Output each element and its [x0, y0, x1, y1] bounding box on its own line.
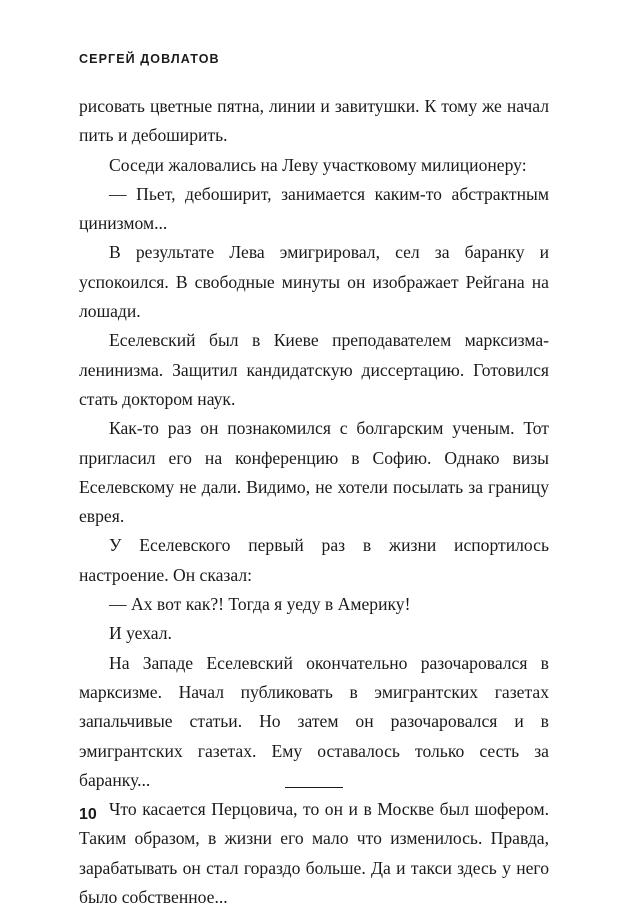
paragraph: Что касается Перцовича, то он и в Москве был шофером. Таким образом, в жизни его мало что изменилось. Правда, зарабатывать он стал гораздо больше. Да и такси здесь у него было собственное... — [79, 799, 549, 908]
paragraph: Еселевский был в Киеве преподавателем марксизма-ленинизма. Защитил кандидатскую диссертацию. Готовился стать доктором наук. — [79, 330, 549, 409]
running-head-author: СЕРГЕЙ ДОВЛАТОВ — [79, 52, 220, 66]
paragraph: В результате Лева эмигрировал, сел за баранку и успокоился. В свободные минуты он изображает Рейгана на лошади. — [79, 242, 549, 322]
paragraph: Как-то раз он познакомился с болгарским ученым. Тот пригласил его на конференцию в Софию. Однако визы Еселевскому не дали. Видимо, не хотели посылать за границу еврея. — [79, 418, 549, 527]
paragraph: Соседи жаловались на Леву участковому милиционеру: — [109, 154, 527, 175]
page-number: 10 — [79, 806, 97, 823]
paragraph: На Западе Еселевский окончательно разочаровался в марксизме. Начал публиковать в эмигрантских газетах запальчивые статьи. Но затем он разочаровался и в эмигрантских газетах. Ему оставалось только сесть за баранку... — [79, 652, 549, 790]
paragraph: — Ах вот как?! Тогда я уеду в Америку! — [109, 594, 411, 615]
paragraph: И уехал. — [109, 623, 172, 644]
section-divider — [79, 775, 549, 793]
horizontal-rule-icon — [285, 787, 343, 788]
paragraph: — Пьет, дебоширит, занимается каким-то абстрактным цинизмом... — [79, 183, 549, 234]
paragraph: рисовать цветные пятна, линии и завитушки. К тому же начал пить и дебоширить. — [79, 96, 549, 146]
paragraph: У Еселевского первый раз в жизни испортилось настроение. Он сказал: — [79, 535, 549, 585]
